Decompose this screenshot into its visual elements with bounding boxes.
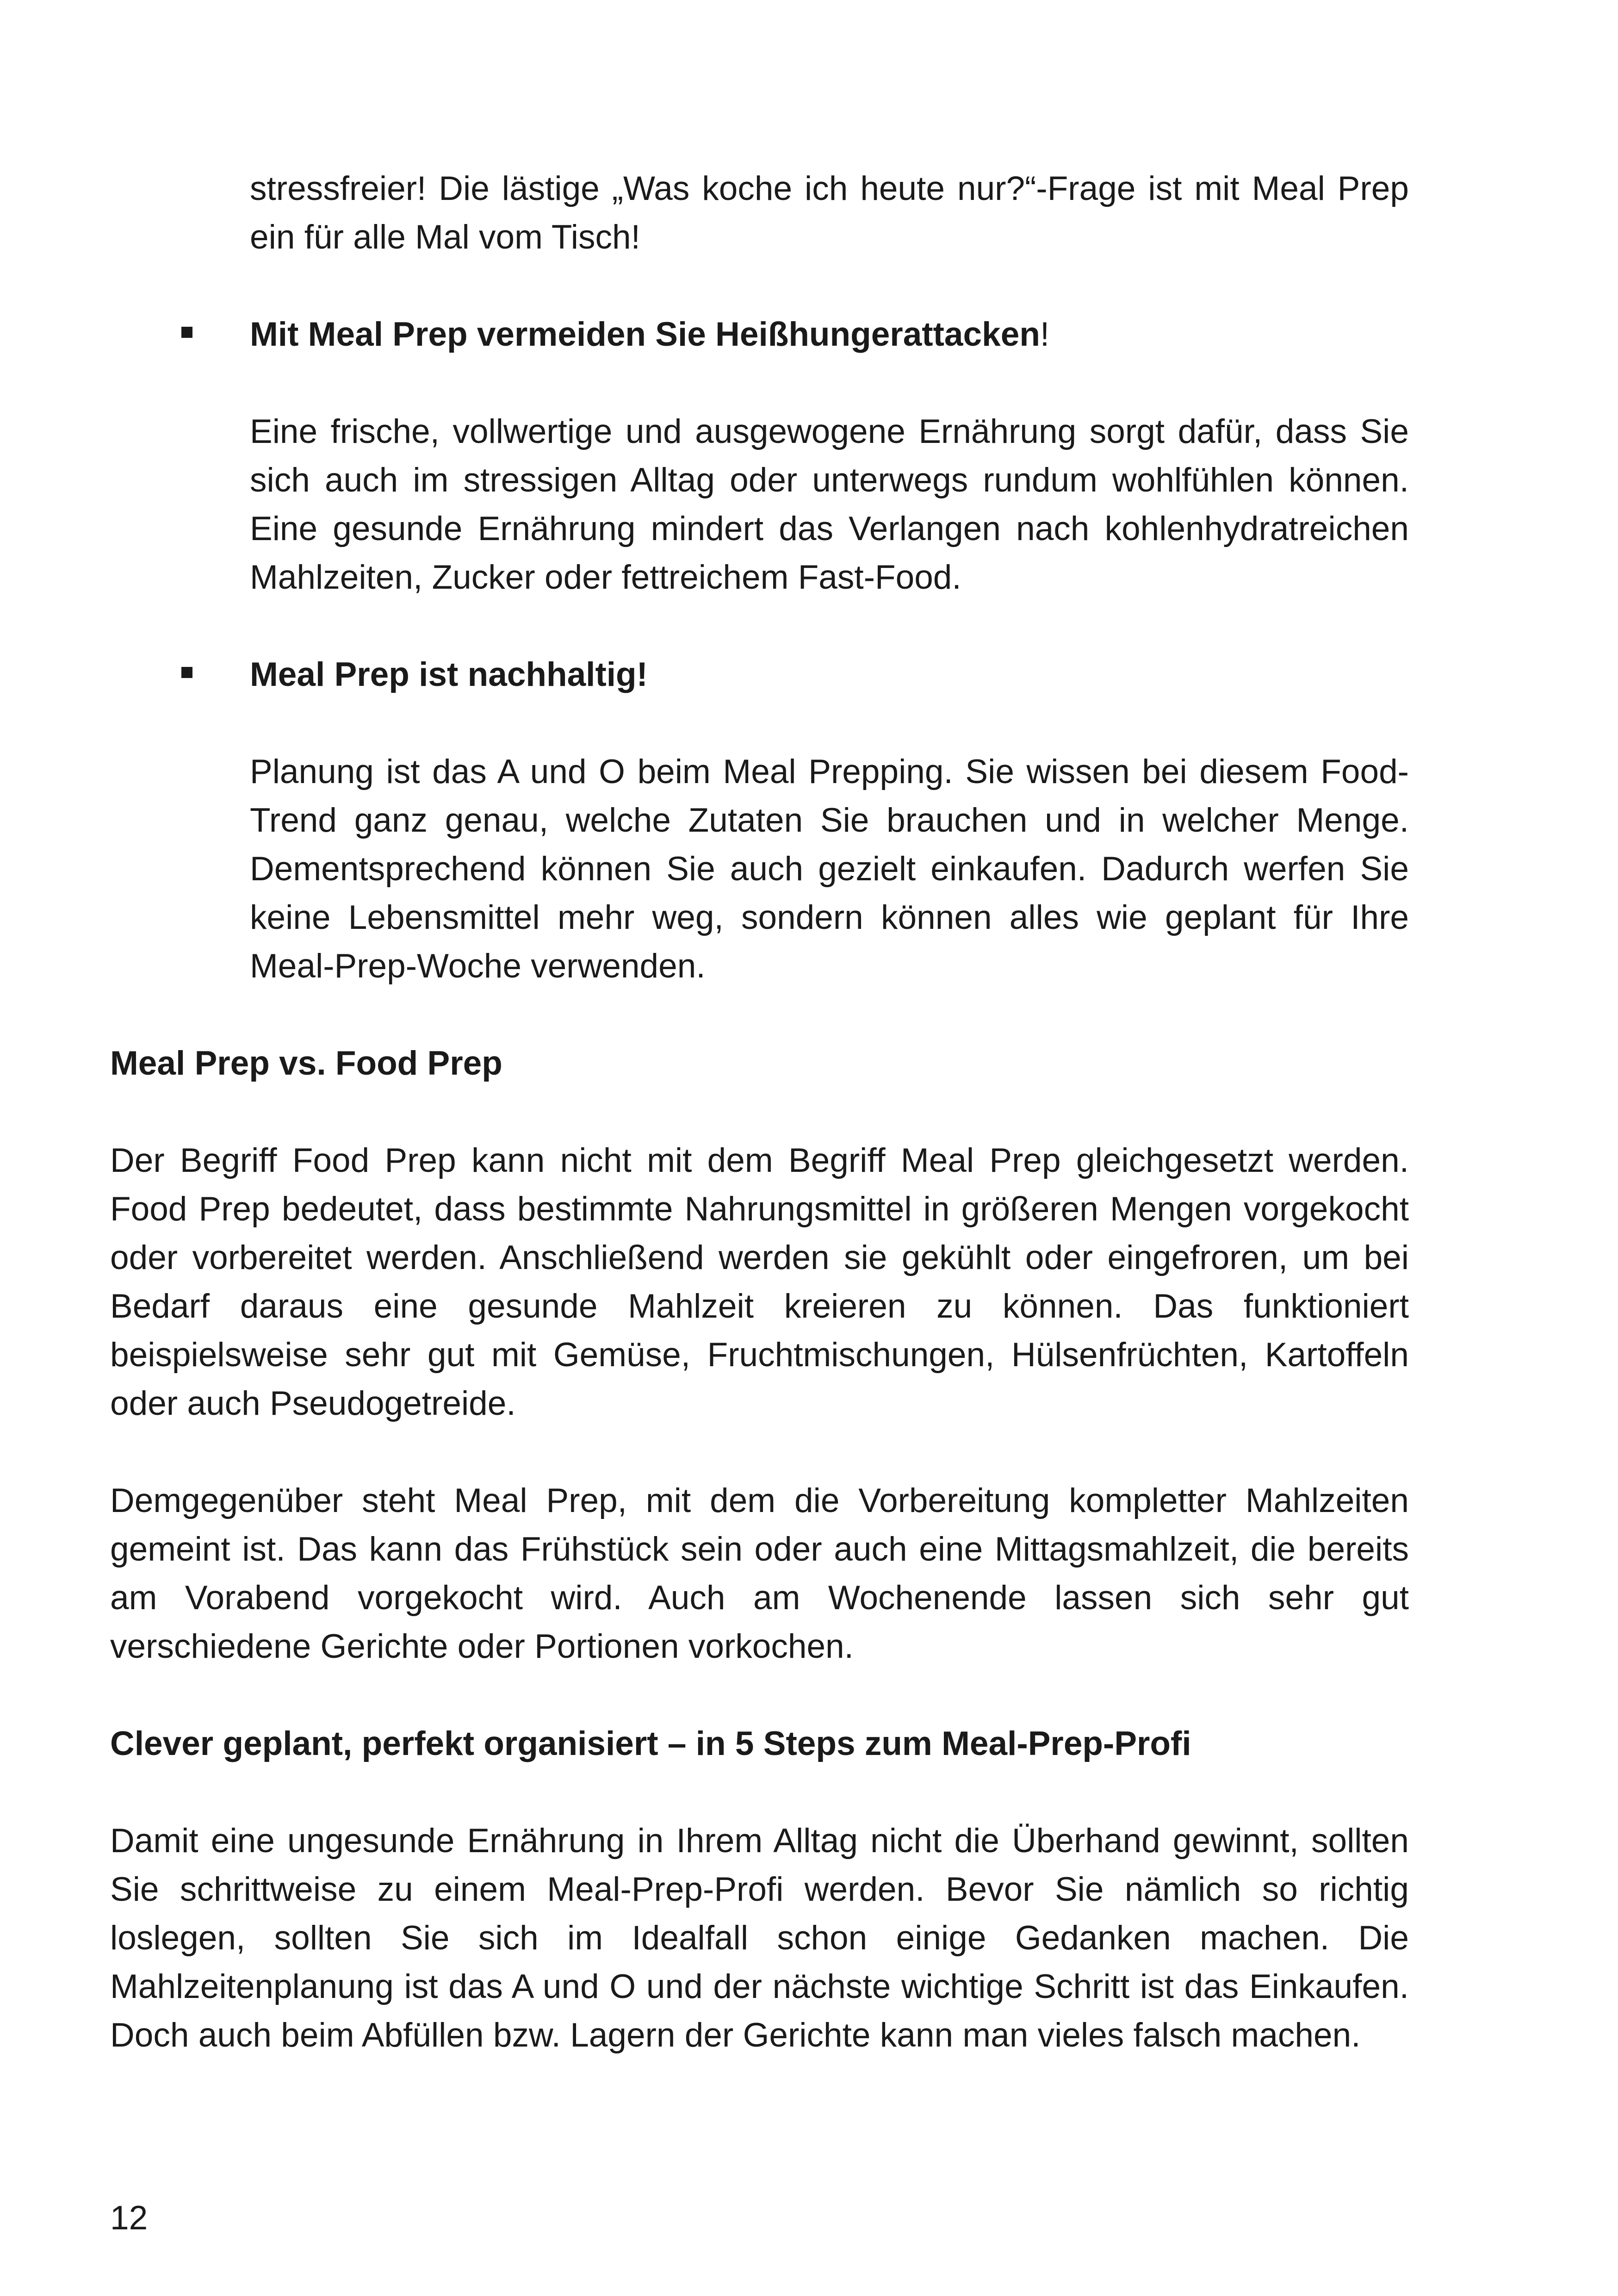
paragraph-meal-prep: Demgegenüber steht Meal Prep, mit dem die Vorbereitung kompletter Mahlzeiten gemeint ist. Das kann das Frühstück sein oder auch eine Mittagsmahlzeit, die bereits am Vorabend vorgekocht wird. Auch am Wochenende lassen sich sehr gut verschiedene Gerichte oder Portionen vorkochen. xyxy=(110,1482,1409,1665)
bullet-body-cravings: Eine frische, vollwertige und ausgewogene Ernährung sorgt dafür, dass Sie sich auch im stressigen Alltag oder unterwegs rundum wohlfühlen können. Eine gesunde Ernährung mindert das Verlangen nach kohlenhydratreichen Mahlzeiten, Zucker oder fettreichem Fast-Food. xyxy=(250,413,1409,596)
bullet-title-wrap xyxy=(250,650,648,699)
square-bullet-icon xyxy=(181,667,192,678)
continuation-paragraph: stressfreier! Die lästige „Was koche ich heute nur?“-Frage ist mit Meal Prep ein für alle Mal vom Tisch! xyxy=(250,170,1409,256)
bullet-title-wrap xyxy=(250,310,1049,359)
bullet-title: Meal Prep ist nachhaltig! xyxy=(250,656,648,693)
bullet-title-suffix: ! xyxy=(1040,316,1050,353)
section-heading-meal-vs-food: Meal Prep vs. Food Prep xyxy=(110,1045,502,1082)
page-number: 12 xyxy=(110,2199,148,2237)
section-heading-five-steps: Clever geplant, perfekt organisiert – in 5 Steps zum Meal-Prep-Profi xyxy=(110,1725,1191,1762)
paragraph-food-prep: Der Begriff Food Prep kann nicht mit dem Begriff Meal Prep gleichgesetzt werden. Food Prep bedeutet, dass bestimmte Nahrungsmittel in größeren Mengen vorgekocht oder vorbereitet werden. Anschließend werden sie gekühlt oder eingefroren, um bei Bedarf daraus eine gesunde Mahlzeit kreieren zu können. Das funktioniert beispielsweise sehr gut mit Gemüse, Fruchtmischungen, Hülsenfrüchten, Kartoffeln oder auch Pseudogetreide. xyxy=(110,1142,1409,1422)
paragraph-five-steps: Damit eine ungesunde Ernährung in Ihrem Alltag nicht die Überhand gewinnt, sollten Sie schrittweise zu einem Meal-Prep-Profi werden. Bevor Sie nämlich so richtig loslegen, sollten Sie sich im Idealfall schon einige Gedanken machen. Die Mahlzeitenplanung ist das A und O und der nächste wichtige Schritt ist das Einkaufen. Doch auch beim Abfüllen bzw. Lagern der Gerichte kann man vieles falsch machen. xyxy=(110,1822,1409,2054)
bullet-body-sustainable: Planung ist das A und O beim Meal Prepping. Sie wissen bei diesem Food-Trend ganz genau, welche Zutaten Sie brauchen und in welcher Menge. Dementsprechend können Sie auch gezielt einkaufen. Dadurch werfen Sie keine Lebensmittel mehr weg, sondern können alles wie geplant für Ihre Meal-Prep-Woche verwenden. xyxy=(250,753,1409,985)
bullet-title: Mit Meal Prep vermeiden Sie Heißhungerattacken xyxy=(250,316,1040,353)
square-bullet-icon xyxy=(181,327,192,338)
